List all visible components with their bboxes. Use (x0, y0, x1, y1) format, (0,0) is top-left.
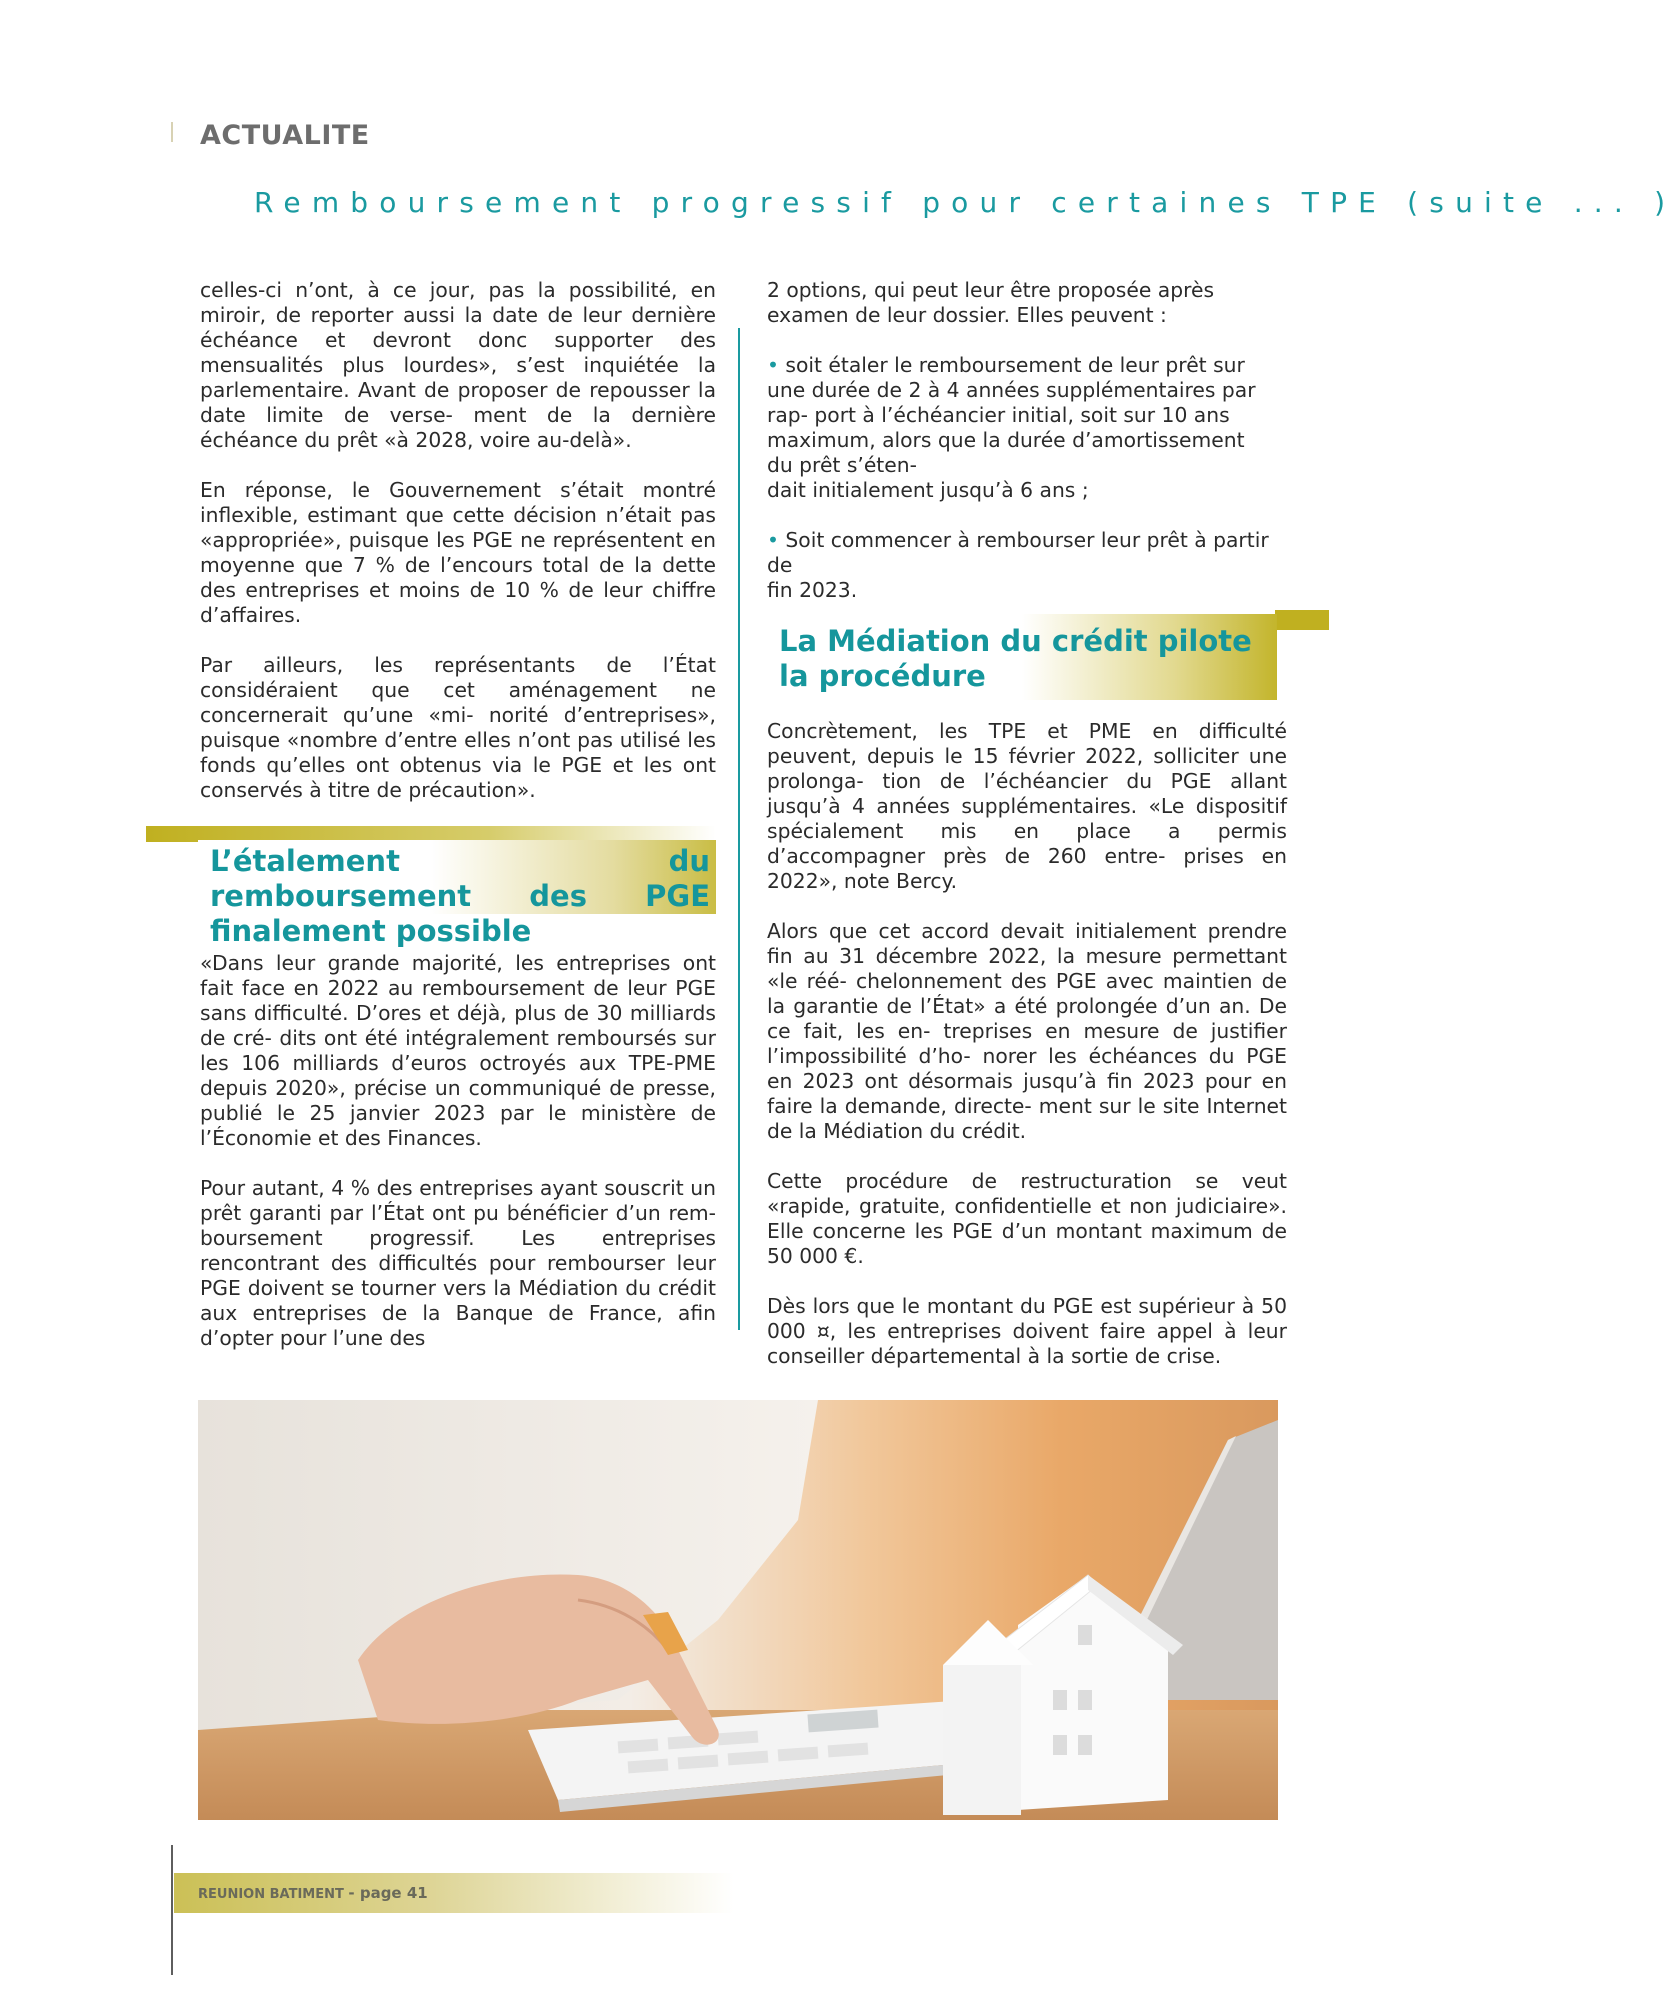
paragraph: Alors que cet accord devait initialement prendre fin au 31 décembre 2022, la mesure permettant «le réé- chelonnement des PGE avec maintien de la garantie de l’État» a été prolongée d’un an. De ce fait, les en- treprises en mesure de justifier l’impossibilité d’ho- norer les échéances du PGE en 2023 ont désormais jusqu’à fin 2023 pour en faire la demande, directe- ment sur le site Internet de la Médiation du crédit. (767, 919, 1287, 1143)
page-title: Remboursement progressif pour certaines TPE (suite ... ) (254, 186, 1676, 219)
bullet-icon: • (767, 528, 779, 552)
heading-text: L’étalement du remboursement des PGE finalement possible (210, 844, 710, 948)
heading-box (767, 614, 1277, 700)
footer-label (198, 1884, 428, 1902)
paragraph: Dès lors que le montant du PGE est supérieur à 50 000 ¤, les entreprises doivent faire appel à leur conseiller départemental à la sortie de crise. (767, 1294, 1287, 1368)
paragraph: Concrètement, les TPE et PME en difficulté peuvent, depuis le 15 février 2022, solliciter une prolonga- tion de l’échéancier du PGE allant jusqu’à 4 années supplémentaires. «Le dispositif spécialement mis en place a permis d’accompagner près de 260 entre- prises en 2022», note Bercy. (767, 719, 1287, 893)
section-label: ACTUALITE (200, 120, 370, 151)
paragraph: Par ailleurs, les représentants de l’État considéraient que cet aménagement ne concernerait qu’une «mi- norité d’entreprises», puisque «nombre d’entre elles n’ont pas utilisé les fonds qu’elles ont obtenus via le PGE et les ont conservés à titre de précaution». (200, 653, 716, 802)
header-accent-bar (171, 122, 173, 142)
section-heading-left (146, 826, 716, 948)
right-column (767, 278, 1287, 1369)
bullet-icon: • (767, 353, 779, 377)
section-heading-right (767, 610, 1329, 702)
heading-text: La Médiation du crédit pilote la procédure (779, 624, 1252, 693)
paragraph: Pour autant, 4 % des entreprises ayant souscrit un prêt garanti par l’État ont pu bénéficier d’un rem- boursement progressif. Les entreprises rencontrant des difficultés pour rembourser leur PGE doivent se tourner vers la Médiation du crédit aux entreprises de la Banque de France, afin d’opter pour l’une des (200, 1176, 716, 1350)
paragraph: En réponse, le Gouvernement s’était montré inflexible, estimant que cette décision n’était pas «appropriée», puisque les PGE ne représentent en moyenne que 7 % de l’encours total de la dette des entreprises et moins de 10 % de leur chiffre d’affaires. (200, 478, 716, 627)
bullet-item: • Soit commencer à rembourser leur prêt à partir de fin 2023. (767, 528, 1269, 602)
paragraph: celles-ci n’ont, à ce jour, pas la possibilité, en miroir, de reporter aussi la date de leur dernière échéance et devront donc supporter des mensualités plus lourdes», s’est inquiétée la parlementaire. Avant de proposer de repousser la date limite de verse- ment de la dernière échéance du prêt «à 2028, voire au-delà». (200, 278, 716, 452)
heading-accent-bar (1275, 610, 1329, 630)
publication-name: REUNION BATIMENT (198, 1887, 344, 1902)
calculator-house-photo (198, 1400, 1278, 1820)
footer-rule (171, 1845, 173, 1975)
heading-box (198, 840, 716, 948)
column-divider (738, 328, 740, 1330)
paragraph: «Dans leur grande majorité, les entreprises ont fait face en 2022 au remboursement de leur PGE sans difficulté. D’ores et déjà, plus de 30 milliards de cré- dits ont été intégralement remboursés sur les 106 milliards d’euros octroyés aux TPE-PME depuis 2020», précise un communiqué de presse, publié le 25 janvier 2023 par le ministère de l’Économie et des Finances. (200, 951, 716, 1150)
left-column (200, 278, 716, 1351)
bullet-item: • soit étaler le remboursement de leur prêt sur une durée de 2 à 4 années supplémentaires par rap- port à l’échéancier initial, soit sur 10 ans maximum, alors que la durée d’amortissement du prêt s’éten- dait initialement jusqu’à 6 ans ; (767, 353, 1256, 502)
page-number: - page 41 (348, 1884, 428, 1902)
photo-illustration (198, 1400, 1278, 1820)
paragraph: 2 options, qui peut leur être proposée après examen de leur dossier. Elles peuvent : (767, 278, 1215, 327)
paragraph: Cette procédure de restructuration se veut «rapide, gratuite, confidentielle et non judiciaire». Elle concerne les PGE d’un montant maximum de 50 000 €. (767, 1169, 1287, 1268)
